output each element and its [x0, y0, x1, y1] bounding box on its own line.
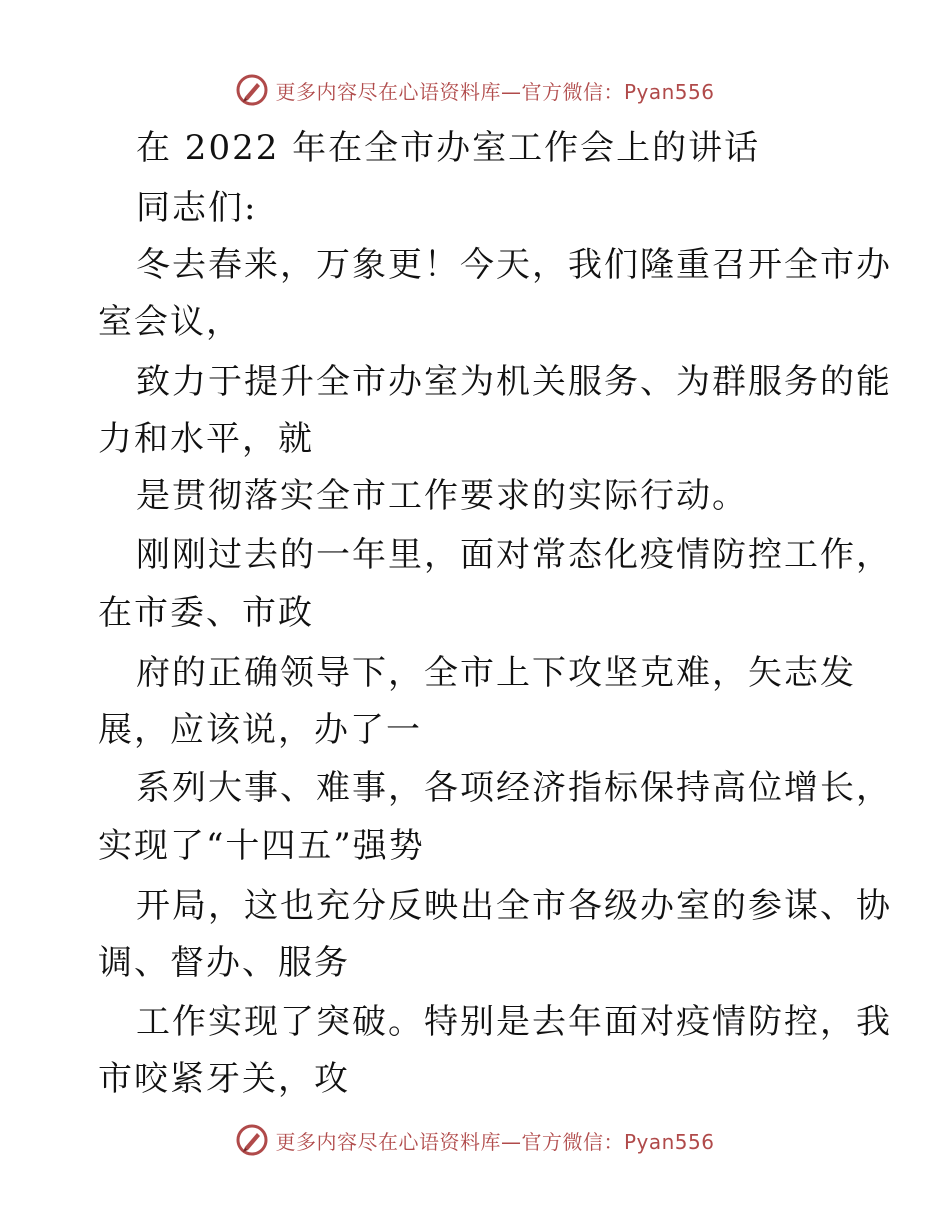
paragraph-line: 力和水平，就 [98, 419, 314, 459]
paragraph-line: 同志们: [136, 188, 258, 228]
paragraph-line: 刚刚过去的一年里，面对常态化疫情防控工作， [136, 535, 892, 575]
paragraph-line: 冬去春来，万象更！今天，我们隆重召开全市办 [136, 245, 892, 285]
paragraph-line: 展，应该说，办了一 [98, 710, 422, 750]
paragraph-line: 致力于提升全市办室为机关服务、为群服务的能 [136, 362, 892, 402]
pen-circle-logo-icon [235, 73, 269, 107]
paragraph-line: 市咬紧牙关，攻 [98, 1059, 350, 1099]
paragraph-line: 府的正确领导下，全市上下攻坚克难，矢志发 [136, 653, 856, 693]
paragraph-line: 工作实现了突破。特别是去年面对疫情防控，我 [136, 1002, 892, 1042]
paragraph-line: 室会议， [98, 302, 242, 342]
watermark-text: 更多内容尽在心语资料库—官方微信：Pyan556 [275, 79, 715, 104]
watermark-banner-top [0, 70, 950, 110]
paragraph-line: 系列大事、难事，各项经济指标保持高位增长， [136, 768, 892, 808]
paragraph-line: 是贯彻落实全市工作要求的实际行动。 [136, 476, 748, 516]
watermark-text: 更多内容尽在心语资料库—官方微信：Pyan556 [275, 1129, 715, 1154]
paragraph-line: 在市委、市政 [98, 593, 314, 633]
watermark-banner-bottom [0, 1120, 950, 1160]
paragraph-line: 调、督办、服务 [98, 943, 350, 983]
pen-circle-logo-icon [235, 1123, 269, 1157]
document-title: 在 2022 年在全市办室工作会上的讲话 [136, 128, 761, 168]
paragraph-line: 实现了“十四五”强势 [98, 826, 425, 866]
paragraph-line: 开局，这也充分反映出全市各级办室的参谋、协 [136, 886, 892, 926]
